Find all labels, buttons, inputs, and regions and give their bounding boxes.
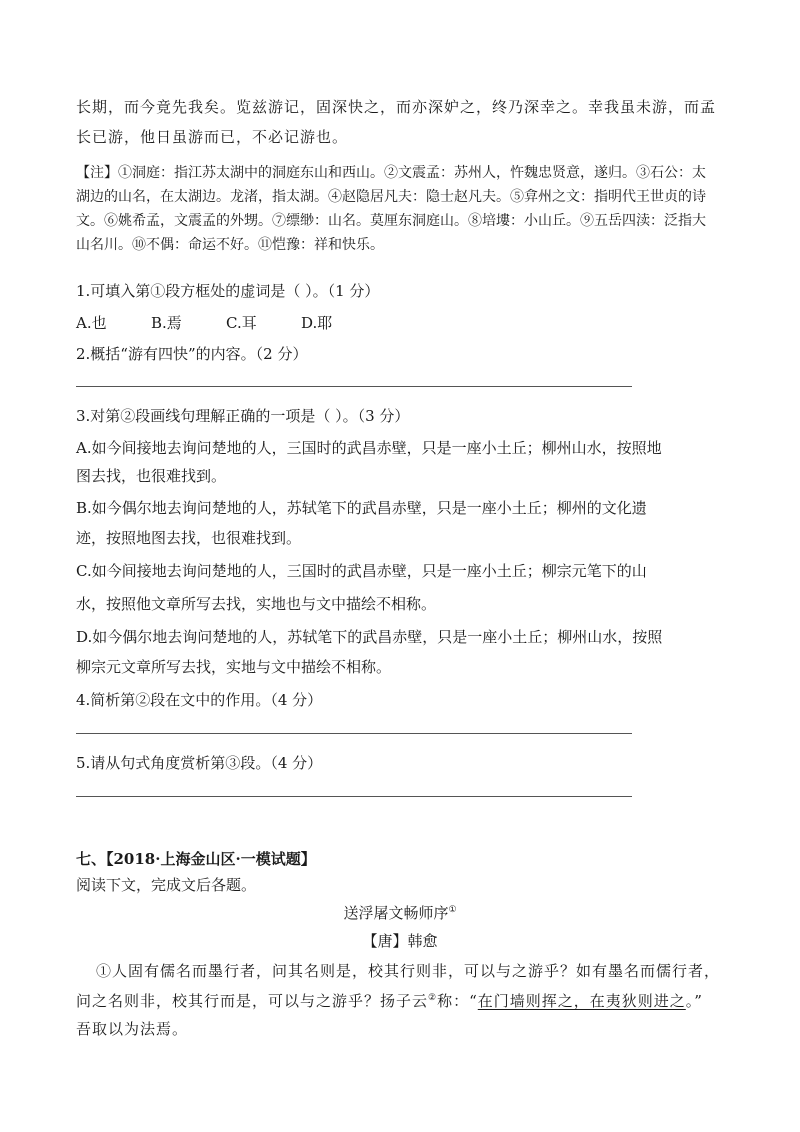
option-line: 水，按照他文章所写去找，实地也与文中描绘不相称。 [76, 595, 437, 613]
option-b: B.焉 [151, 314, 182, 332]
answer-line [76, 796, 632, 797]
option-line: 柳宗元文章所写去找，实地与文中描绘不相称。 [76, 658, 392, 676]
notes-line: 【注】①洞庭：指江苏太湖中的洞庭东山和西山。②文震孟：苏州人，忤魏忠贤意，遂归。③石公：太 [76, 165, 706, 181]
notes-line: 山名川。⑩不偶：命运不好。⑪恺豫：祥和快乐。 [76, 237, 384, 253]
option-d: D.耶 [301, 314, 333, 332]
option-line: B.如今偶尔地去询问楚地的人，苏轼笔下的武昌赤壁，只是一座小土丘；柳州的文化遗 [76, 499, 647, 517]
passage-line: 长已游，他日虽游而已，不必记游也。 [76, 128, 349, 146]
passage-line: 长期，而今竟先我矣。览兹游记，固深快之，而亦深妒之，终乃深幸之。幸我虽未游，而孟 [76, 98, 717, 116]
option-a: A.也 [76, 314, 107, 332]
question-5: 5.请从句式角度赏析第③段。（4 分） [76, 754, 323, 772]
question-1-options [76, 312, 726, 333]
notes-line: 文。⑥姚希孟，文震孟的外甥。⑦缥缈：山名。莫厘东洞庭山。⑧培塿：小山丘。⑨五岳四渎：泛指大 [76, 213, 706, 229]
note-marker: ② [428, 993, 438, 1003]
question-2: 2.概括“游有四快”的内容。（2 分） [76, 345, 308, 363]
option-line: D.如今偶尔地去询问楚地的人，苏轼笔下的武昌赤壁，只是一座小土丘；柳州山水，按照 [76, 628, 663, 646]
underlined-quote: 在门墙则挥之，在夷狄则进之 [477, 992, 686, 1010]
answer-line [76, 733, 632, 734]
option-line: 图去找，也很难找到。 [76, 467, 227, 485]
answer-line [76, 386, 632, 387]
paragraph-line: ①人固有儒名而墨行者，问其名则是，校其行则非，可以与之游乎？如有墨名而儒行者， [96, 962, 721, 980]
option-c: C.耳 [226, 314, 257, 332]
option-line: 迹，按照地图去找，也很难找到。 [76, 529, 302, 547]
passage-author: 【唐】韩愈 [362, 932, 438, 950]
notes-line: 湖边的山名，在太湖边。龙渚，指太湖。④赵隐居凡夫：隐士赵凡夫。⑤弇州之文：指明代王世贞的诗 [76, 189, 706, 205]
option-line: C.如今间接地去询问楚地的人，三国时的武昌赤壁，只是一座小土丘；柳宗元笔下的山 [76, 562, 647, 580]
option-line: A.如今间接地去询问楚地的人，三国时的武昌赤壁，只是一座小土丘；柳州山水，按照地 [76, 439, 662, 457]
question-4: 4.简析第②段在文中的作用。（4 分） [76, 691, 323, 709]
paragraph-line: 吾取以为法焉。 [76, 1020, 189, 1038]
paragraph-line: 问之名则非，校其行而是，可以与之游乎？扬子云②称：“在门墙则挥之，在夷狄则进之。” [76, 992, 703, 1010]
section-instruction: 阅读下文，完成文后各题。 [76, 876, 257, 894]
passage-title: 送浮屠文畅师序① [343, 904, 457, 922]
question-1: 1.可填入第①段方框处的虚词是（ ）。（1 分） [76, 282, 380, 300]
question-3: 3.对第②段画线句理解正确的一项是（ ）。（3 分） [76, 407, 410, 425]
title-note-marker: ① [448, 905, 457, 915]
section-heading: 七、【2018·上海金山区·一模试题】 [76, 850, 316, 868]
